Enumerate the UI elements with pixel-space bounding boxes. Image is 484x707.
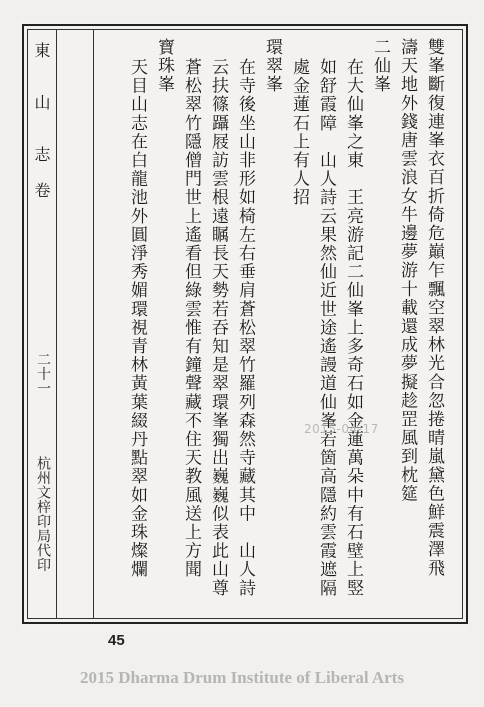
watermark: 2015 Dharma Drum Institute of Liberal Arts <box>80 668 404 687</box>
margin-rule-text <box>93 29 94 619</box>
text-column-6: 處金蓮石上有人招 <box>289 58 309 207</box>
text-column-9: 云扶篠躡屐訪雲根遠瞩長天勢若吞知是翠環峯獨出巍巍似表此山尊 <box>208 58 228 598</box>
text-column-10: 蒼松翠竹隱僧門世上遙看但綠雲惟有鐘聲藏不住天教風送上方聞 <box>181 58 201 579</box>
text-column-4: 在大仙峯之東 王亮游記二仙峯上多奇石如金蓮萬朵中有石壁上竪 <box>343 58 363 598</box>
margin-rule-title <box>56 29 57 619</box>
page-marker: 二十一 <box>35 352 51 396</box>
section-heading-baozhu: 寶珠峯 <box>154 38 174 94</box>
printer-credit: 杭州文梓印局代印 <box>35 456 51 572</box>
book-title: 東 山 志 <box>32 42 51 172</box>
text-column-5: 如舒霞障 山人詩云果然仙近世途遙謾道仙峯若箇高隱約雲霞遮隔 <box>316 58 336 598</box>
section-heading-erxian: 二仙峯 <box>370 38 390 94</box>
date-stamp: 2015-04-17 <box>304 422 379 436</box>
text-column-12: 天目山志在白龍池外圓淨秀媚環視青林黃葉綴丹點翠如金珠燦爛 <box>127 58 147 579</box>
text-column-2: 濤天地外錢唐雲浪女牛邊夢游十載還成夢擬趁罡風到枕筵 <box>397 38 417 503</box>
volume-mark: 卷 <box>32 182 51 208</box>
section-heading-huancui: 環翠峯 <box>262 38 282 94</box>
page-number: 45 <box>108 632 125 649</box>
text-column-1: 雙峯斷復連峯衣百折倚危巔乍飄空翠林光合忽捲晴嵐黛色鮮震澤飛 <box>424 38 444 578</box>
text-column-8: 在寺後坐山非形如椅左右垂肩蒼松翠竹羅列森然寺藏其中 山人詩 <box>235 58 255 598</box>
